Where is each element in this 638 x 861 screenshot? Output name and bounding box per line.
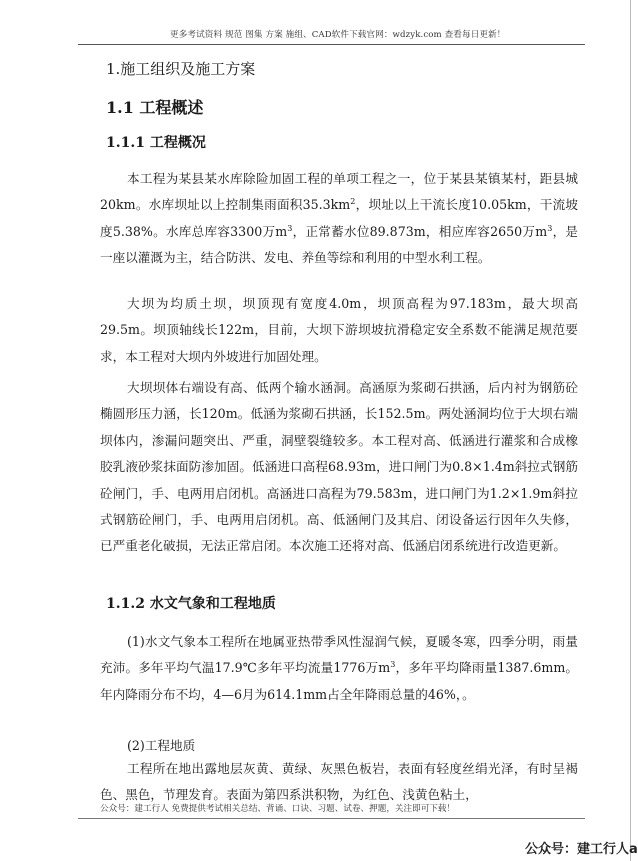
p1-text-b: ，坝址以上干流长度10.05km，干流坡度5.38%。水库总库容3300万m (100, 197, 578, 239)
p4-superscript: 3 (390, 660, 396, 670)
watermark-text: 公众号：建工行人a (525, 842, 638, 857)
p4-text-b: ，多年平均降雨量1387.6mm。年内降雨分布不均，4—6月为614.1mm占全年降雨总量的46%，。 (100, 660, 578, 702)
paragraph-dam: 大坝为均质土坝，坝顶现有宽度4.0m，坝顶高程为97.183m，最大坝高29.5m。坝顶轴线长122m，目前，大坝下游坝坡抗滑稳定安全系数不能满足规范要求，本工程对大坝内外坡进行加固处理。 (100, 296, 578, 364)
p4-text-a: (1)水文气象本工程所在地属亚热带季风性湿润气候，夏暖冬寒，四季分明，雨量充沛。多年平均气温17.9℃多年平均流量1776万m (100, 634, 578, 676)
heading-project-overview: 1.1.1 工程概况 (106, 135, 206, 151)
p1-text-a: 本工程为某县某水库除险加固工程的单项工程之一，位于某县某镇某村，距县城20km。水库坝址以上控制集雨面积35.3km (100, 171, 578, 213)
paragraph-project-location (100, 166, 578, 272)
heading-level-2: 1.1 工程概述 (106, 98, 204, 117)
heading-level-1: 1.施工组织及施工方案 (106, 60, 256, 78)
page-edge-line (630, 0, 631, 861)
paragraph-hydrology (100, 629, 578, 708)
heading-hydrology-geology: 1.1.2 水文气象和工程地质 (106, 596, 276, 612)
footer-note: 公众号：建工行人 免费提供考试相关总结、背诵、口诀、习题、试卷、押题，关注即可下载！ (100, 804, 456, 814)
paragraph-culverts: 大坝坝体右端设有高、低两个输水涵洞。高涵原为浆砌石拱涵，后内衬为钢筋砼椭圆形压力涵，长120m。低涵为浆砌石拱涵，长152.5m。两处涵洞均位于大坝右端坝体内，渗漏问题突出、严重，洞壁裂缝较多。本工程对高、低涵进行灌浆和合成橡胶乳液砂浆抹面防渗加固。低涵进口高程68.93m，进口闸门为0.8×1.4m斜拉式钢筋砼闸门，手、电两用启闭机。高涵进口高程为79.583m，进口闸门为1.2×1.9m斜拉式钢筋砼闸门，手、电两用启闭机。高、低涵闸门及其启、闭设备运行因年久失修，已严重老化破损，无法正常启闭。本次施工还将对高、低涵启闭系统进行改造更新。 (100, 380, 578, 554)
p1-text-d: ，是一座以灌溉为主，结合防洪、发电、养鱼等综和利用的中型水利工程。 (100, 223, 578, 266)
p1-superscript-3: 3 (547, 223, 553, 233)
p1-superscript-1: 2 (350, 197, 356, 207)
header-rule (78, 44, 585, 45)
p1-text-c: ，正常蓄水位89.873m，相应库容2650万m (292, 223, 548, 239)
footer-rule (78, 818, 585, 819)
p1-superscript-2: 3 (287, 223, 293, 233)
paragraph-geology-title: (2)工程地质 (127, 738, 196, 753)
paragraph-geology: 工程所在地出露地层灰黄、黄绿、灰黑色板岩，表面有轻度丝绢光泽，有时呈褐色、黑色，节理发育。表面为第四系洪积物，为红色、浅黄色粘土， (100, 761, 578, 803)
header-note: 更多考试资料 规范 图集 方案 施组、CAD软件下载官网：wdzyk.com 查看每日更新！ (170, 30, 506, 40)
